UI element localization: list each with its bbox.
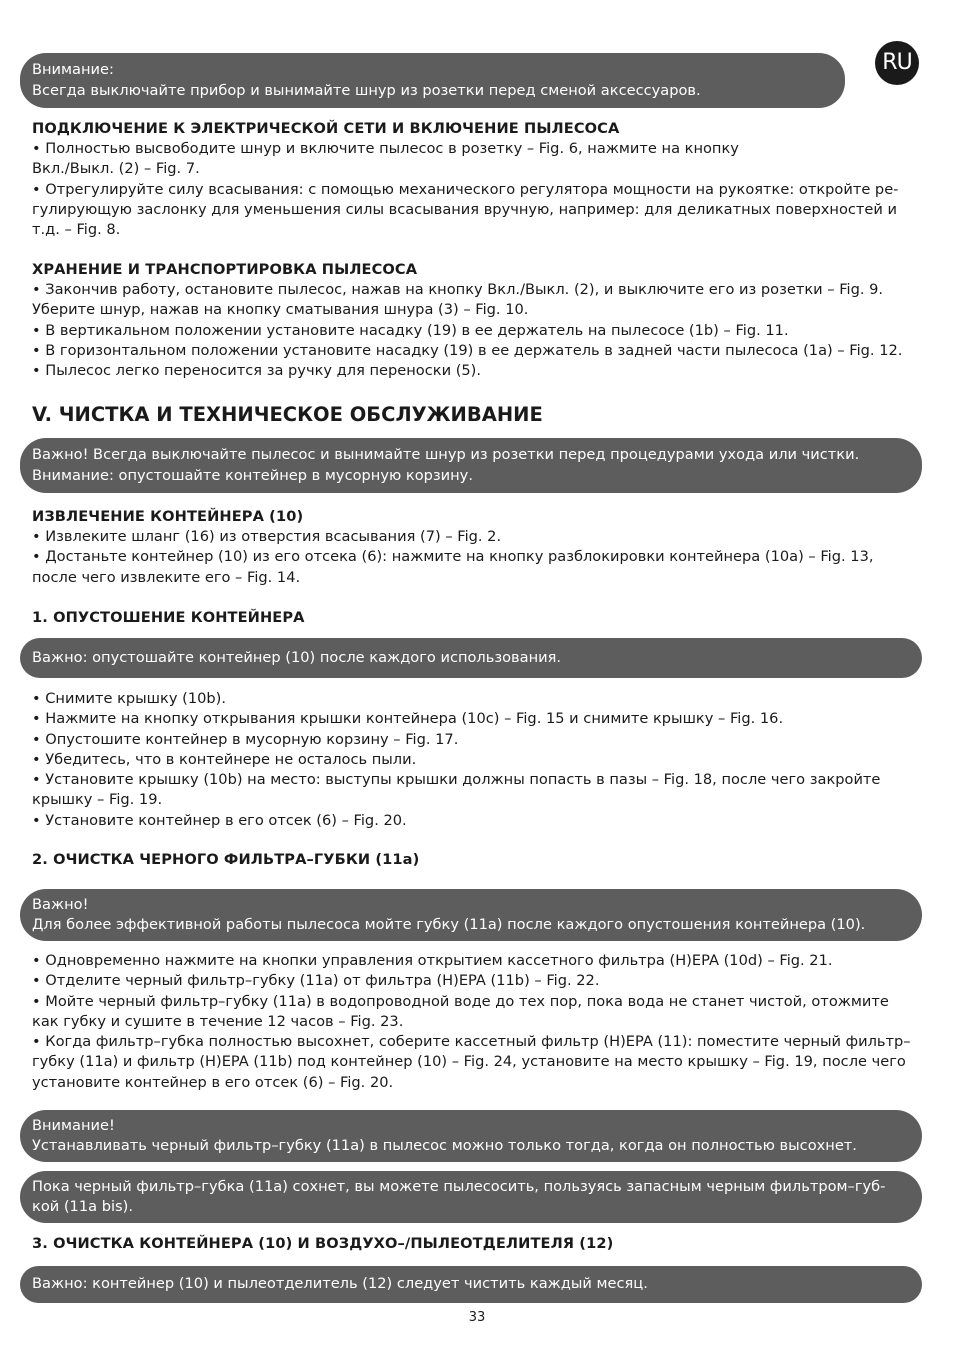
text-line: • Извлеките шланг (16) из отверстия всасывания (7) – Fig. 2.: [32, 528, 502, 545]
heading-filter-cleaning: 2. ОЧИСТКА ЧЕРНОГО ФИЛЬТРА–ГУБКИ (11a): [32, 851, 420, 868]
text-line: • Снимите крышку (10b).: [32, 690, 226, 707]
heading-cyclone-cleaning: 3. ОЧИСТКА КОНТЕЙНЕРА (10) И ВОЗДУХО–/ПЫЛЕОТДЕЛИТЕЛЯ (12): [32, 1235, 614, 1252]
text-line: • Отделите черный фильтр–губку (11a) от фильтра (H)EPA (11b) – Fig. 22.: [32, 972, 600, 990]
important-note-filter: [20, 889, 922, 941]
important-note-emptying: [20, 638, 922, 678]
text-line: • Пылесос легко переносится за ручку для переноски (5).: [32, 362, 482, 380]
text-line: т.д. – Fig. 8.: [32, 221, 121, 239]
section-v-title: V. ЧИСТКА И ТЕХНИЧЕСКОЕ ОБСЛУЖИВАНИЕ: [32, 403, 543, 426]
important-note-cyclone: [20, 1266, 922, 1303]
text-line: установите контейнер в его отсек (6) – Fig. 20.: [32, 1073, 394, 1091]
important-note-cleaning: [20, 438, 922, 493]
text-line: • Когда фильтр–губка полностью высохнет, соберите кассетный фильтр (H)EPA (11): поместите черный фильтр–: [32, 1033, 911, 1051]
note-line: Внимание:: [32, 61, 114, 78]
note-spare-filter: [20, 1171, 922, 1223]
note-line: кой (11a bis).: [32, 1198, 133, 1215]
language-badge: RU: [875, 41, 919, 85]
note-line: Важно!: [32, 895, 89, 913]
heading-emptying: 1. ОПУСТОШЕНИЕ КОНТЕЙНЕРА: [32, 609, 305, 626]
text-line: гулирующую заслонку для уменьшения силы всасывания вручную, например: для деликатных поверхностей и: [32, 200, 897, 218]
note-line: Для более эффективной работы пылесоса мойте губку (11a) после каждого опустошения контейнера (10).: [32, 916, 866, 933]
note-line: Устанавливать черный фильтр–губку (11a) в пылесос можно только тогда, когда он полностью высохнет.: [32, 1137, 857, 1154]
note-line: Важно: опустошайте контейнер (10) после каждого использования.: [32, 648, 562, 666]
text-line: Вкл./Выкл. (2) – Fig. 7.: [32, 160, 200, 178]
heading-storage: ХРАНЕНИЕ И ТРАНСПОРТИРОВКА ПЫЛЕСОСА: [32, 261, 418, 278]
text-line: Уберите шнур, нажав на кнопку сматывания шнура (3) – Fig. 10.: [32, 301, 529, 319]
text-line: • Мойте черный фильтр–губку (11a) в водопроводной воде до тех пор, пока вода не станет чистой, отожмите: [32, 992, 889, 1010]
text-line: • Установите крышку (10b) на место: выступы крышки должны попасть в пазы – Fig. 18, после чего закройте: [32, 771, 881, 789]
attention-note-filter-dry: [20, 1110, 922, 1162]
text-line: • Отрегулируйте силу всасывания: с помощью механического регулятора мощности на рукоятке: откройте ре-: [32, 180, 899, 198]
text-line: • Одновременно нажмите на кнопки управления открытием кассетного фильтра (H)EPA (10d) – Fig. 21.: [32, 952, 833, 969]
text-line: губку (11a) и фильтр (H)EPA (11b) под контейнер (10) – Fig. 24, установите на место крышку – Fig. 19, после чего: [32, 1053, 906, 1071]
text-line: • Полностью высвободите шнур и включите пылесос в розетку – Fig. 6, нажмите на кнопку: [32, 140, 739, 157]
remove-container-text: [32, 527, 927, 588]
text-line: крышку – Fig. 19.: [32, 791, 163, 809]
filter-cleaning-text: [32, 951, 927, 1093]
note-line: Внимание!: [32, 1116, 115, 1134]
storage-text: [32, 280, 927, 381]
emptying-text: [32, 689, 927, 831]
text-line: • Достаньте контейнер (10) из его отсека (6): нажмите на кнопку разблокировки контейнера (10a) – Fig. 13,: [32, 548, 874, 566]
note-line: Важно! Всегда выключайте пылесос и вынимайте шнур из розетки перед процедурами ухода или чистки.: [32, 446, 860, 463]
text-line: • Опустошите контейнер в мусорную корзину – Fig. 17.: [32, 730, 459, 748]
note-line: Внимание: опустошайте контейнер в мусорную корзину.: [32, 466, 473, 484]
connection-text: [32, 139, 927, 240]
note-line: Всегда выключайте прибор и вынимайте шнур из розетки перед сменой аксессуаров.: [32, 81, 701, 99]
note-line: Важно: контейнер (10) и пылеотделитель (12) следует чистить каждый месяц.: [32, 1275, 648, 1293]
heading-connection: ПОДКЛЮЧЕНИЕ К ЭЛЕКТРИЧЕСКОЙ СЕТИ И ВКЛЮЧЕНИЕ ПЫЛЕСОСА: [32, 120, 620, 137]
text-line: • В горизонтальном положении установите насадку (19) в ее держатель в задней части пылесоса (1a) – Fig. 12.: [32, 341, 903, 359]
page-number: 33: [468, 1310, 486, 1325]
attention-note-accessories: [20, 53, 845, 108]
text-line: • Убедитесь, что в контейнере не осталось пыли.: [32, 750, 417, 768]
text-line: • Установите контейнер в его отсек (6) – Fig. 20.: [32, 811, 407, 829]
heading-remove-container: ИЗВЛЕЧЕНИЕ КОНТЕЙНЕРА (10): [32, 508, 304, 525]
note-line: Пока черный фильтр–губка (11a) сохнет, вы можете пылесосить, пользуясь запасным черным фильтром–губ-: [32, 1177, 886, 1195]
text-line: • Нажмите на кнопку открывания крышки контейнера (10c) – Fig. 15 и снимите крышку – Fig. 16.: [32, 710, 784, 728]
text-line: после чего извлеките его – Fig. 14.: [32, 568, 301, 586]
text-line: как губку и сушите в течение 12 часов – Fig. 23.: [32, 1012, 404, 1030]
text-line: • В вертикальном положении установите насадку (19) в ее держатель на пылесосе (1b) – Fig. 11.: [32, 321, 789, 339]
text-line: • Закончив работу, остановите пылесос, нажав на кнопку Вкл./Выкл. (2), и выключите его из розетки – Fig. 9.: [32, 281, 884, 298]
